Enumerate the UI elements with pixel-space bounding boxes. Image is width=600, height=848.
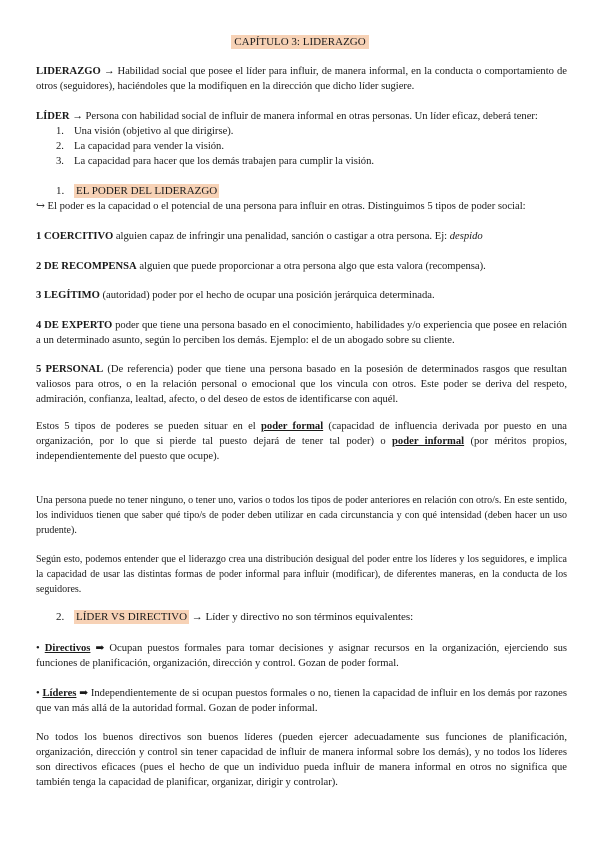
power-personal: 5 PERSONAL (De referencia) poder que tiene una persona basado en la posesión de determinados rasgos que resultan valiosos para otros, o en la relación personal o emocional que los vincula con otros. Este poder se deriva del respeto, admiración, confianza, lealtad, afecto, o del deseo de estos de identificarse con aquél. [36, 364, 567, 405]
arrow-icon: → [191, 611, 203, 623]
term-liderazgo: LIDERAZGO [36, 66, 101, 77]
paragraph-final: No todos los buenos directivos son buenos líderes (pueden ejercer adecuadamente sus funciones de planificación, organización, dirección y control sin tener capacidad de influir de manera informal sobre los demás), y no todos los líderes son directivos eficaces (pues el hecho de que un individuo pueda influir de manera informal en otros no significa que también tenga la capacidad de planificar, organizar, dirigir y controlar). [36, 732, 567, 788]
arrow-icon: → [103, 66, 115, 77]
list-item: 1. Una visión (objetivo al que dirigirse). [56, 126, 234, 137]
right-arrow-icon: ➡ [79, 688, 89, 699]
arrow-icon: → [72, 111, 83, 122]
section-heading: 1. EL PODER DEL LIDERAZGO [56, 185, 218, 197]
return-arrow-icon: ↪ [36, 201, 45, 212]
power-legitimo: 3 LEGÍTIMO (autoridad) poder por el hecho de ocupar una posición jerárquica determinada. [36, 290, 435, 301]
power-experto: 4 DE EXPERTO poder que tiene una persona basado en el conocimiento, habilidades y/o experiencia que posee en relación a un determinado asunto, según lo perciben los demás. Ejemplo: el de un abogado sobre su cliente. [36, 320, 567, 346]
power-recompensa: 2 DE RECOMPENSA alguien que puede proporcionar a otra persona algo que esta valora (recompensa). [36, 261, 486, 272]
list-item: 3. La capacidad para hacer que los demás trabajen para cumplir la visión. [56, 156, 375, 167]
paragraph-segun: Según esto, podemos entender que el liderazgo crea una distribución desigual del poder entre los líderes y los seguidores, e implica la capacidad de usar las distintas formas de poder informal para influir (modificar), de diferentes maneras, en la conducta de los seguidores. [36, 554, 567, 595]
section-1: 1. EL PODER DEL LIDERAZGO ↪ El poder es la capacidad o el potencial de una persona para influir en otras. Distinguimos 5 tipos de poder social: [36, 184, 567, 214]
power-coercitivo: 1 COERCITIVO alguien capaz de infringir una penalidad, sanción o castigar a otra persona. Ej: despido [36, 231, 483, 242]
lideres-definition: • Líderes ➡ Independientemente de si ocupan puestos formales o no, tienen la capacidad de influir en los demás por razones que van más allá de la autoridad formal. Gozan de poder informal. [36, 688, 567, 714]
term-poder-informal: poder informal [392, 436, 465, 447]
term-lider: LÍDER [36, 111, 70, 122]
right-arrow-icon: ➡ [95, 643, 105, 654]
list-item: 2. La capacidad para vender la visión. [56, 141, 225, 152]
chapter-title: CAPÍTULO 3: LIDERAZGO [0, 35, 600, 50]
bullet-icon: • [36, 688, 40, 699]
section-heading: 2. LÍDER VS DIRECTIVO → Líder y directivo no son términos equivalentes: [56, 611, 414, 623]
directivos-definition: • Directivos ➡ Ocupan puestos formales para tomar decisiones y asignar recursos en la organización, ejerciendo sus funciones de planificación, organización, dirección y control. Gozan de poder formal. [36, 643, 567, 669]
bullet-icon: • [36, 643, 40, 654]
term-poder-formal: poder formal [261, 421, 324, 432]
paragraph-ninguno: Una persona puede no tener ninguno, o tener uno, varios o todos los tipos de poder anteriores en relación con otro/s. En este sentido, los individuos tienen que saber qué tipo/s de poder deben utilizar en cada circunstancia y con qué intensidad (deben hacer un uso prudente). [36, 495, 567, 536]
lider-requirements-list [36, 124, 567, 169]
definition-liderazgo: LIDERAZGO → Habilidad social que posee el líder para influir, de manera informal, en la conducta o comportamiento de otros (seguidores), haciéndoles que la modifiquen en la dirección que dicho líder sugiere. [36, 66, 567, 92]
section-2 [36, 610, 567, 625]
definition-lider: LÍDER → Persona con habilidad social de influir de manera informal en otras personas. Un líder eficaz, deberá tener: 1. Una visión (objetivo al que dirigirse). 2. La capacidad para vender la visión. 3. La capacidad para hacer que los demás trabajen para cumplir la visión. [36, 109, 567, 169]
paragraph-formal-informal: Estos 5 tipos de poderes se pueden situar en el poder formal (capacidad de influencia derivada por puesto en una organización, por lo que si pierde tal puesto dejará de tener tal poder) o poder informal (por méritos propios, independientemente del puesto que ocupe). [36, 421, 568, 462]
